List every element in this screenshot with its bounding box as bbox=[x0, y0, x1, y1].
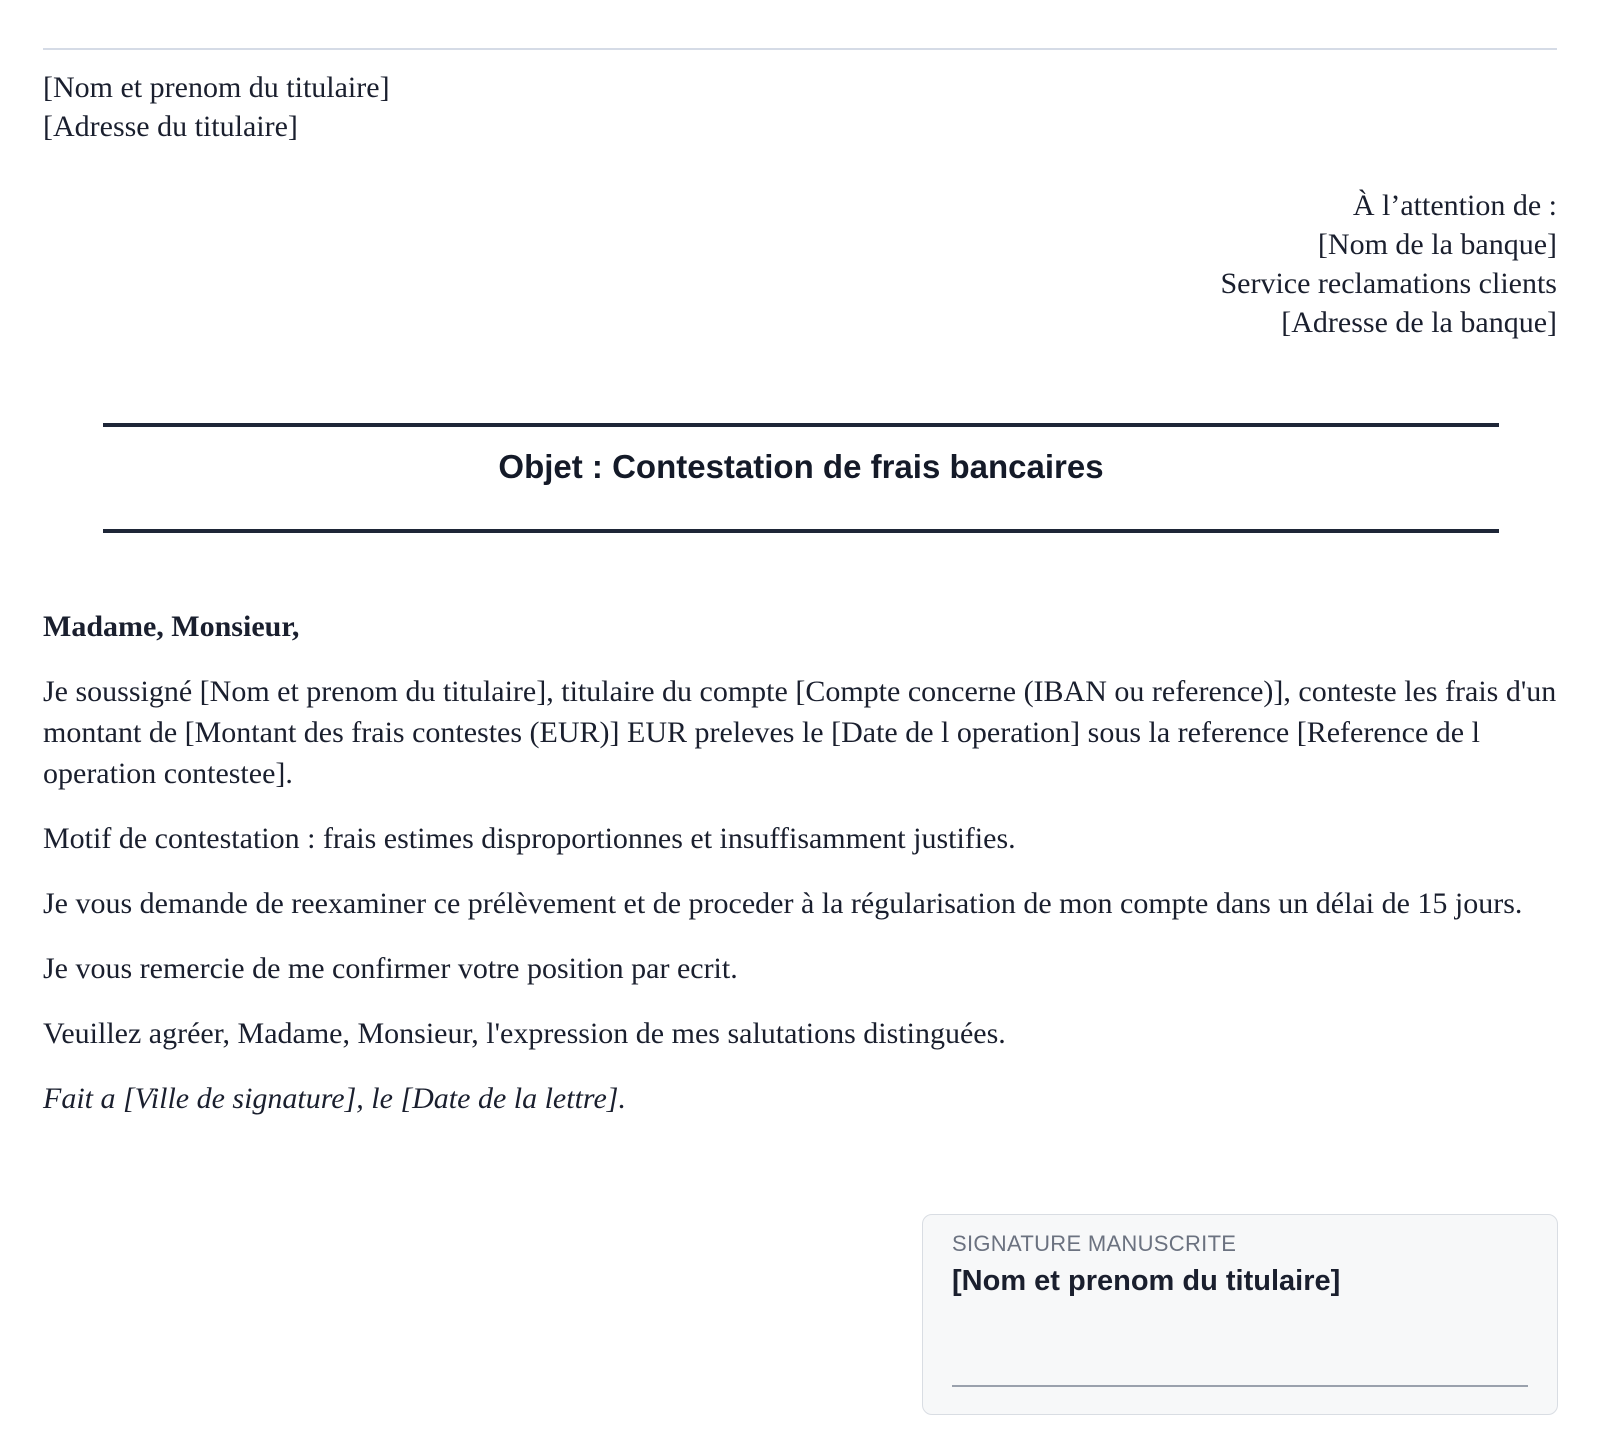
subject-title: Objet : Contestation de frais bancaires bbox=[498, 448, 1104, 485]
recipient-bank-address: [Adresse de la banque] bbox=[1281, 306, 1557, 339]
signature-label: SIGNATURE MANUSCRITE bbox=[952, 1231, 1237, 1256]
body-paragraph-4: Je vous remercie de me confirmer votre position par ecrit. bbox=[43, 952, 738, 985]
recipient-block bbox=[1220, 186, 1557, 342]
body-paragraph-3: Je vous demande de reexaminer ce prélèvement et de proceder à la régularisation de mon compte dans un délai de 15 jours. bbox=[43, 887, 1523, 920]
letter-body bbox=[43, 606, 1563, 1143]
body-paragraph-2: Motif de contestation : frais estimes disproportionnes et insuffisamment justifies. bbox=[43, 822, 1016, 855]
recipient-department: Service reclamations clients bbox=[1220, 267, 1557, 300]
sender-block bbox=[43, 68, 390, 146]
subject-block bbox=[103, 423, 1499, 533]
body-paragraph-5: Veuillez agréer, Madame, Monsieur, l'expression de mes salutations distinguées. bbox=[43, 1017, 1006, 1050]
signature-name: [Nom et prenom du titulaire] bbox=[952, 1265, 1341, 1297]
salutation: Madame, Monsieur, bbox=[43, 610, 300, 643]
signature-line bbox=[952, 1385, 1528, 1387]
signature-box bbox=[922, 1214, 1558, 1415]
recipient-bank-name: [Nom de la banque] bbox=[1317, 228, 1557, 261]
top-divider bbox=[43, 48, 1557, 50]
place-and-date: Fait a [Ville de signature], le [Date de la lettre]. bbox=[43, 1082, 626, 1115]
sender-address: [Adresse du titulaire] bbox=[43, 110, 298, 143]
recipient-attention: À l’attention de : bbox=[1352, 189, 1557, 222]
sender-name: [Nom et prenom du titulaire] bbox=[43, 71, 390, 104]
body-paragraph-1: Je soussigné [Nom et prenom du titulaire], titulaire du compte [Compte concerne (IBAN ou reference)], conteste les frais d'un montant de [Montant des frais contestes (EUR)] EUR preleves le [Date de l operation] sous la reference [Reference de l operation contestee]. bbox=[43, 675, 1557, 790]
